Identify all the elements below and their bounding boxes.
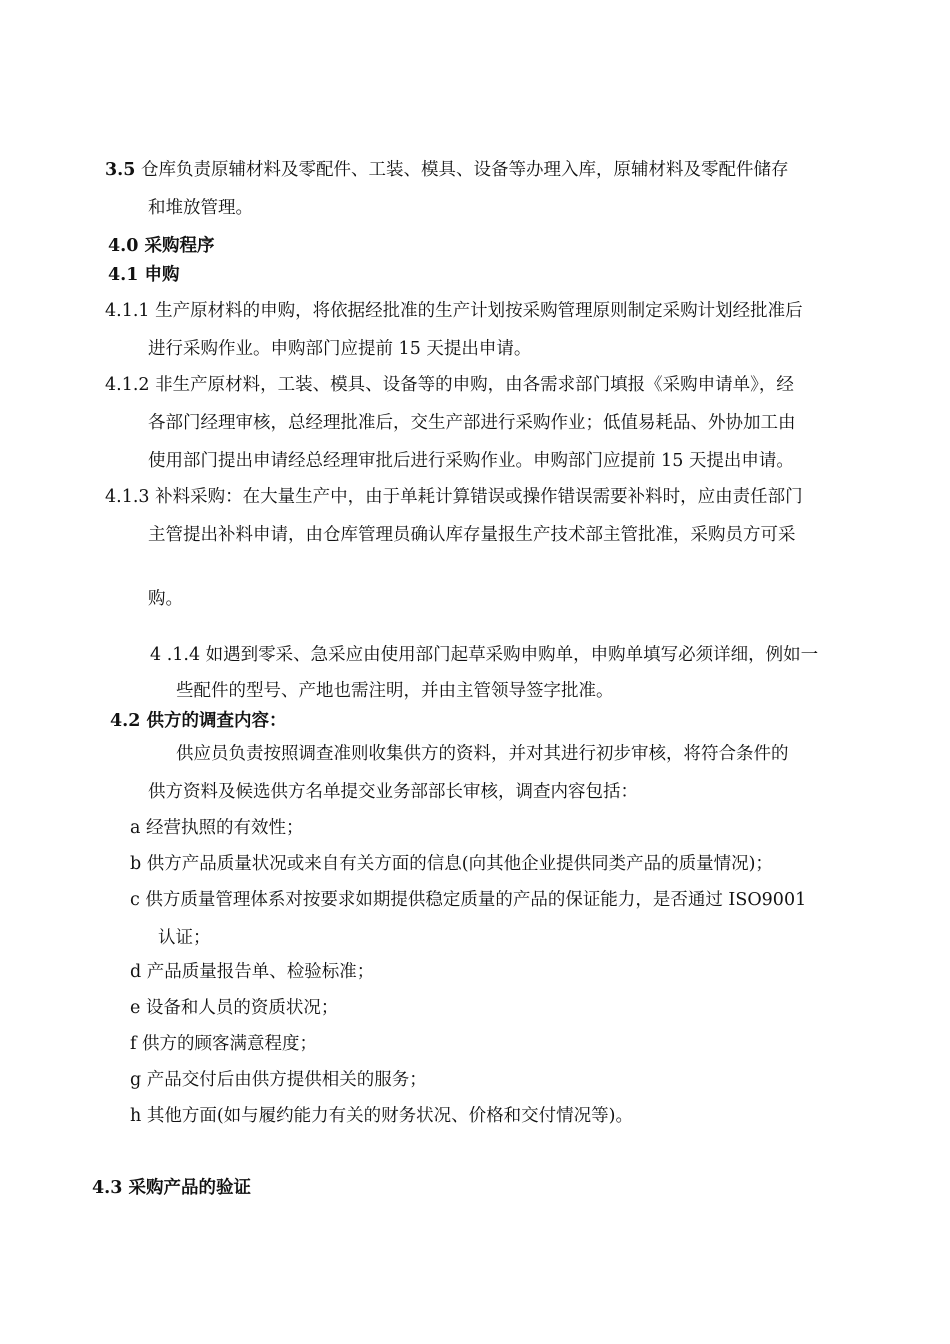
list-item-d: d 产品质量报告单、检验标准； <box>130 962 375 982</box>
section-4-1-1-line1: 4.1.1 生产原材料的申购，将依据经批准的生产计划按采购管理原则制定采购计划经批准后 <box>105 301 803 321</box>
section-4-1-2-line1: 4.1.2 非生产原材料，工装、模具、设备等的申购，由各需求部门填报《采购申请单》，经 <box>105 375 794 395</box>
heading-4-3: 4.3 采购产品的验证 <box>92 1178 252 1198</box>
heading-4-2: 4.2 供方的调查内容： <box>110 711 287 731</box>
section-3-5-text: 仓库负责原辅材料及零配件、工装、模具、设备等办理入库，原辅材料及零配件储存 <box>141 160 789 180</box>
list-item-f: f 供方的顾客满意程度； <box>130 1034 318 1054</box>
section-3-5-line2: 和堆放管理。 <box>148 198 253 218</box>
heading-4-0: 4.0 采购程序 <box>108 236 215 256</box>
section-4-1-1-line2: 进行采购作业。申购部门应提前 15 天提出申请。 <box>148 339 532 359</box>
list-item-c-line2: 认证； <box>158 928 211 948</box>
section-4-1-2-line3: 使用部门提出申请经总经理审批后进行采购作业。申购部门应提前 15 天提出申请。 <box>148 451 794 471</box>
section-4-2-intro1: 供应员负责按照调查准则收集供方的资料，并对其进行初步审核，将符合条件的 <box>176 744 789 764</box>
section-3-5-line1 <box>105 158 789 182</box>
list-item-b: b 供方产品质量状况或来自有关方面的信息(向其他企业提供同类产品的质量情况)； <box>130 854 773 874</box>
section-4-1-4-line1: 4 .1.4 如遇到零采、急采应由使用部门起草采购申购单，申购单填写必须详细，例如一 <box>150 645 819 665</box>
section-4-1-3-line2: 主管提出补料申请，由仓库管理员确认库存量报生产技术部主管批准，采购员方可采 <box>148 525 796 545</box>
section-4-1-3-line3: 购。 <box>148 589 183 609</box>
list-item-h: h 其他方面(如与履约能力有关的财务状况、价格和交付情况等)。 <box>130 1106 633 1126</box>
section-3-5-number: 3.5 <box>105 160 136 180</box>
list-item-e: e 设备和人员的资质状况； <box>130 998 339 1018</box>
heading-4-1: 4.1 申购 <box>108 265 180 285</box>
list-item-c-line1: c 供方质量管理体系对按要求如期提供稳定质量的产品的保证能力，是否通过 ISO9001 <box>130 890 807 910</box>
section-4-1-2-line2: 各部门经理审核，总经理批准后，交生产部进行采购作业；低值易耗品、外协加工由 <box>148 413 796 433</box>
list-item-a: a 经营执照的有效性； <box>130 818 304 838</box>
section-4-1-4-line2: 些配件的型号、产地也需注明，并由主管领导签字批准。 <box>176 681 614 701</box>
section-4-2-intro2: 供方资料及候选供方名单提交业务部部长审核，调查内容包括： <box>148 782 638 802</box>
section-4-1-3-line1: 4.1.3 补料采购：在大量生产中，由于单耗计算错误或操作错误需要补料时，应由责任部门 <box>105 487 803 507</box>
list-item-g: g 产品交付后由供方提供相关的服务； <box>130 1070 427 1090</box>
